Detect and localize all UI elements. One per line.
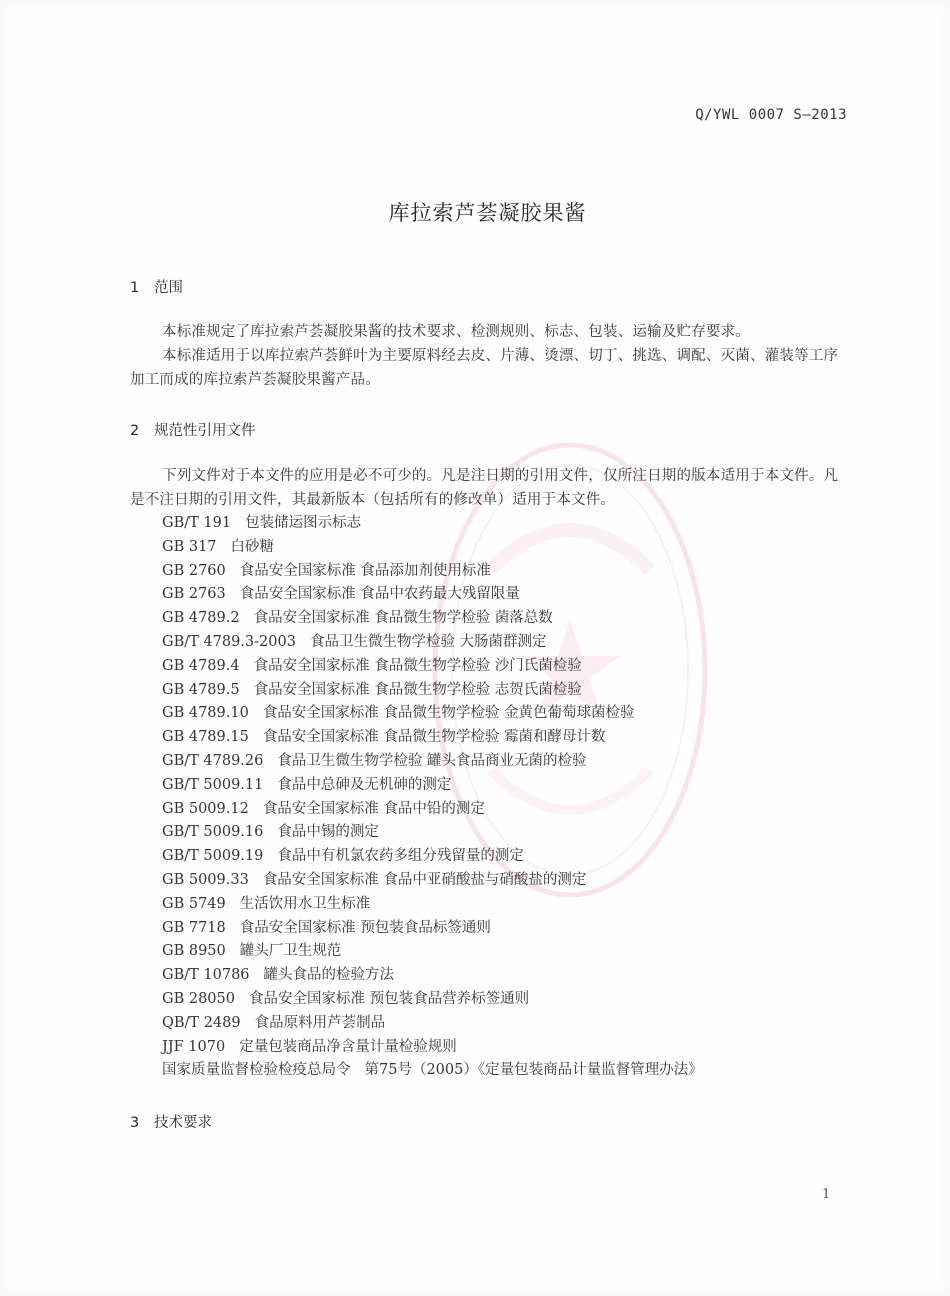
reference-name: 包装储运图示标志 — [245, 515, 362, 531]
reference-name: 食品安全国家标准 食品微生物学检验 金黄色葡萄球菌检验 — [262, 705, 635, 722]
reference-code: 国家质量监督检验检疫总局令 — [162, 1062, 351, 1079]
reference-name: 罐头食品的检验方法 — [263, 967, 395, 984]
reference-name: 食品原料用芦荟制品 — [254, 1014, 386, 1031]
reference-item — [162, 869, 703, 893]
reference-item — [162, 631, 703, 655]
reference-name: 食品安全国家标准 食品中铅的测定 — [262, 800, 485, 817]
section-3-heading — [130, 1111, 212, 1132]
reference-name: 食品安全国家标准 食品中农药最大残留限量 — [239, 586, 520, 603]
reference-name: 食品安全国家标准 预包装食品标签通则 — [239, 919, 491, 936]
reference-code: GB/T 4789.26 — [162, 752, 264, 769]
reference-name: 食品安全国家标准 食品添加剂使用标准 — [239, 562, 491, 579]
section-1-paragraph-1: 本标准规定了库拉索芦荟凝胶果酱的技术要求、检测规则、标志、包装、运输及贮存要求。 — [162, 324, 750, 340]
reference-code: GB 7718 — [162, 919, 226, 936]
section-title: 规范性引用文件 — [154, 423, 256, 439]
reference-name: 罐头厂卫生规范 — [239, 943, 342, 960]
reference-code: GB/T 4789.3-2003 — [162, 633, 296, 650]
reference-item — [162, 583, 703, 607]
section-2-heading — [130, 419, 256, 440]
section-1-paragraph-2: 本标准适用于以库拉索芦荟鲜叶为主要原料经去皮、片薄、烫漂、切丁、挑选、调配、灭菌、灌装等工序加工而成的库拉索芦荟凝胶果酱产品。 — [130, 348, 839, 388]
reference-item — [162, 512, 703, 536]
reference-item — [162, 917, 703, 941]
page-number: 1 — [822, 1187, 831, 1202]
reference-item — [162, 679, 703, 703]
reference-code: GB/T 5009.16 — [162, 824, 264, 841]
reference-code: GB 4789.5 — [162, 681, 240, 698]
reference-name: 第75号（2005）《定量包装商品计量监督管理办法》 — [364, 1062, 703, 1079]
reference-name: 食品中总砷及无机砷的测定 — [277, 776, 452, 793]
reference-item — [162, 607, 703, 631]
section-number: 3 — [130, 1115, 140, 1131]
reference-code: GB 5009.33 — [162, 871, 249, 888]
reference-item — [162, 1059, 703, 1083]
reference-code: GB 5749 — [162, 895, 226, 912]
reference-code: GB/T 10786 — [162, 967, 250, 984]
reference-code: GB 5009.12 — [162, 800, 249, 817]
reference-name: 食品安全国家标准 食品中亚硝酸盐与硝酸盐的测定 — [262, 871, 587, 888]
reference-name: 食品卫生微生物学检验 罐头食品商业无菌的检验 — [277, 752, 587, 769]
document-code: Q/YWL 0007 S—2013 — [695, 107, 847, 123]
reference-code: GB 4789.2 — [162, 610, 240, 627]
reference-name: 定量包装商品净含量计量检验规则 — [239, 1038, 457, 1055]
reference-code: GB 2760 — [162, 562, 226, 579]
section-number: 2 — [130, 423, 140, 439]
reference-code: GB 28050 — [162, 990, 235, 1007]
section-title: 技术要求 — [154, 1115, 212, 1131]
reference-item — [162, 1036, 703, 1060]
reference-code: GB 4789.4 — [162, 657, 240, 674]
reference-code: GB 4789.10 — [162, 705, 249, 722]
reference-name: 食品安全国家标准 食品微生物学检验 志贺氏菌检验 — [253, 681, 582, 698]
reference-item — [162, 750, 703, 774]
reference-item — [162, 940, 703, 964]
reference-list — [162, 512, 703, 1083]
section-number: 1 — [130, 280, 140, 296]
reference-item — [162, 798, 703, 822]
reference-item — [162, 726, 703, 750]
reference-code: GB 317 — [162, 538, 217, 555]
reference-item — [162, 536, 703, 560]
reference-name: 食品卫生微生物学检验 大肠菌群测定 — [309, 633, 547, 650]
reference-code: GB 4789.15 — [162, 729, 249, 746]
reference-code: JJF 1070 — [162, 1038, 226, 1055]
reference-item — [162, 702, 703, 726]
section-1-heading — [130, 276, 183, 297]
reference-item — [162, 774, 703, 798]
reference-item — [162, 821, 703, 845]
reference-name: 食品安全国家标准 预包装食品营养标签通则 — [248, 990, 530, 1007]
section-2-paragraph-1: 下列文件对于本文件的应用是必不可少的。凡是注日期的引用文件，仅所注日期的版本适用于本文件。凡是不注日期的引用文件，其最新版本（包括所有的修改单）适用于本文件。 — [130, 468, 839, 508]
reference-name: 食品安全国家标准 食品微生物学检验 菌落总数 — [253, 610, 553, 627]
reference-item — [162, 560, 703, 584]
reference-item — [162, 988, 703, 1012]
reference-name: 食品安全国家标准 食品微生物学检验 沙门氏菌检验 — [253, 657, 582, 674]
reference-item — [162, 655, 703, 679]
reference-item — [162, 964, 703, 988]
reference-code: GB 8950 — [162, 943, 226, 960]
reference-name: 生活饮用水卫生标准 — [239, 895, 371, 912]
reference-item — [162, 845, 703, 869]
reference-name: 食品中有机氯农药多组分残留量的测定 — [277, 848, 524, 865]
reference-code: GB 2763 — [162, 586, 226, 603]
reference-name: 食品安全国家标准 食品微生物学检验 霉菌和酵母计数 — [262, 729, 606, 746]
reference-code: QB/T 2489 — [162, 1014, 241, 1031]
reference-item — [162, 1012, 703, 1036]
document-title: 库拉索芦荟凝胶果酱 — [388, 201, 587, 225]
reference-code: GB/T 5009.11 — [162, 776, 264, 793]
reference-name: 食品中锡的测定 — [277, 824, 379, 841]
reference-name: 白砂糖 — [230, 538, 275, 555]
section-title: 范围 — [154, 280, 183, 296]
reference-code: GB/T 191 — [162, 515, 232, 531]
reference-code: GB/T 5009.19 — [162, 848, 264, 865]
reference-item — [162, 893, 703, 917]
